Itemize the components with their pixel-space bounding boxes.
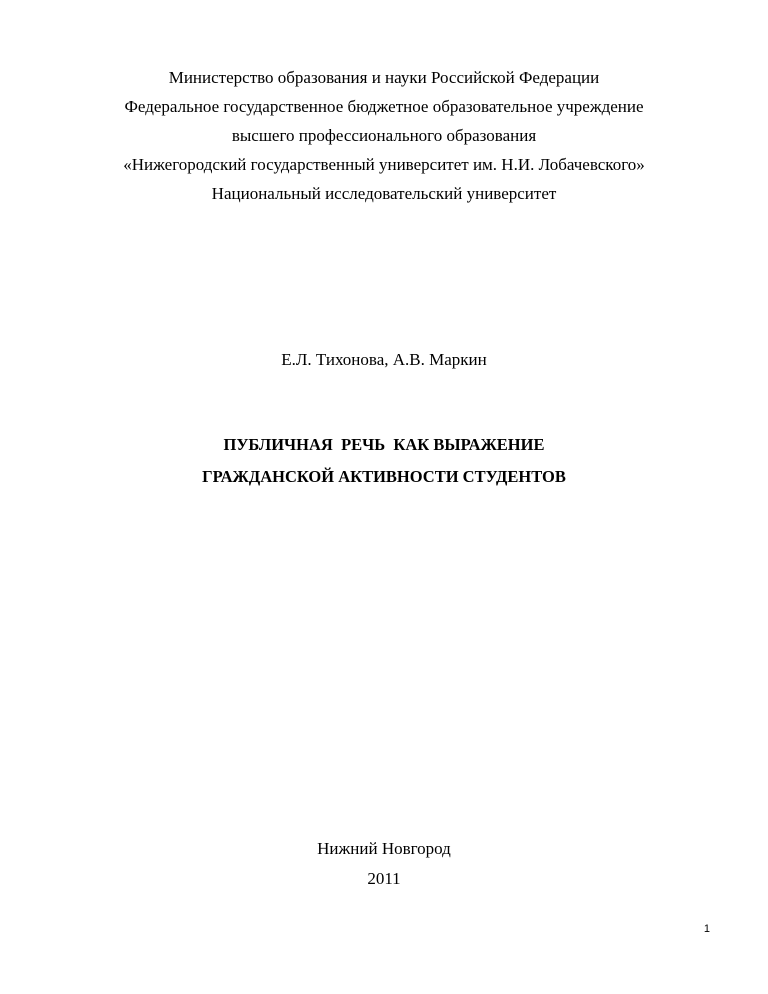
authors: Е.Л. Тихонова, А.В. Маркин xyxy=(281,350,487,369)
education-level-line: высшего профессионального образования xyxy=(231,126,537,145)
institution-type-line: Федеральное государственное бюджетное образовательное учреждение xyxy=(124,97,644,116)
university-status-line: Национальный исследовательский университет xyxy=(211,184,557,203)
title-line-1: ПУБЛИЧНАЯ РЕЧЬ КАК ВЫРАЖЕНИЕ xyxy=(223,435,545,454)
page-number: 1 xyxy=(703,923,710,935)
institution-header xyxy=(0,63,768,208)
publication-year: 2011 xyxy=(367,869,401,888)
document-title xyxy=(0,429,768,493)
title-line-2: ГРАЖДАНСКОЙ АКТИВНОСТИ СТУДЕНТОВ xyxy=(202,467,566,486)
university-name-line: «Нижегородский государственный университет им. Н.И. Лобачевского» xyxy=(123,155,645,174)
ministry-line: Министерство образования и науки Российской Федерации xyxy=(168,68,600,87)
publication-city: Нижний Новгород xyxy=(317,839,451,858)
imprint xyxy=(0,834,768,894)
